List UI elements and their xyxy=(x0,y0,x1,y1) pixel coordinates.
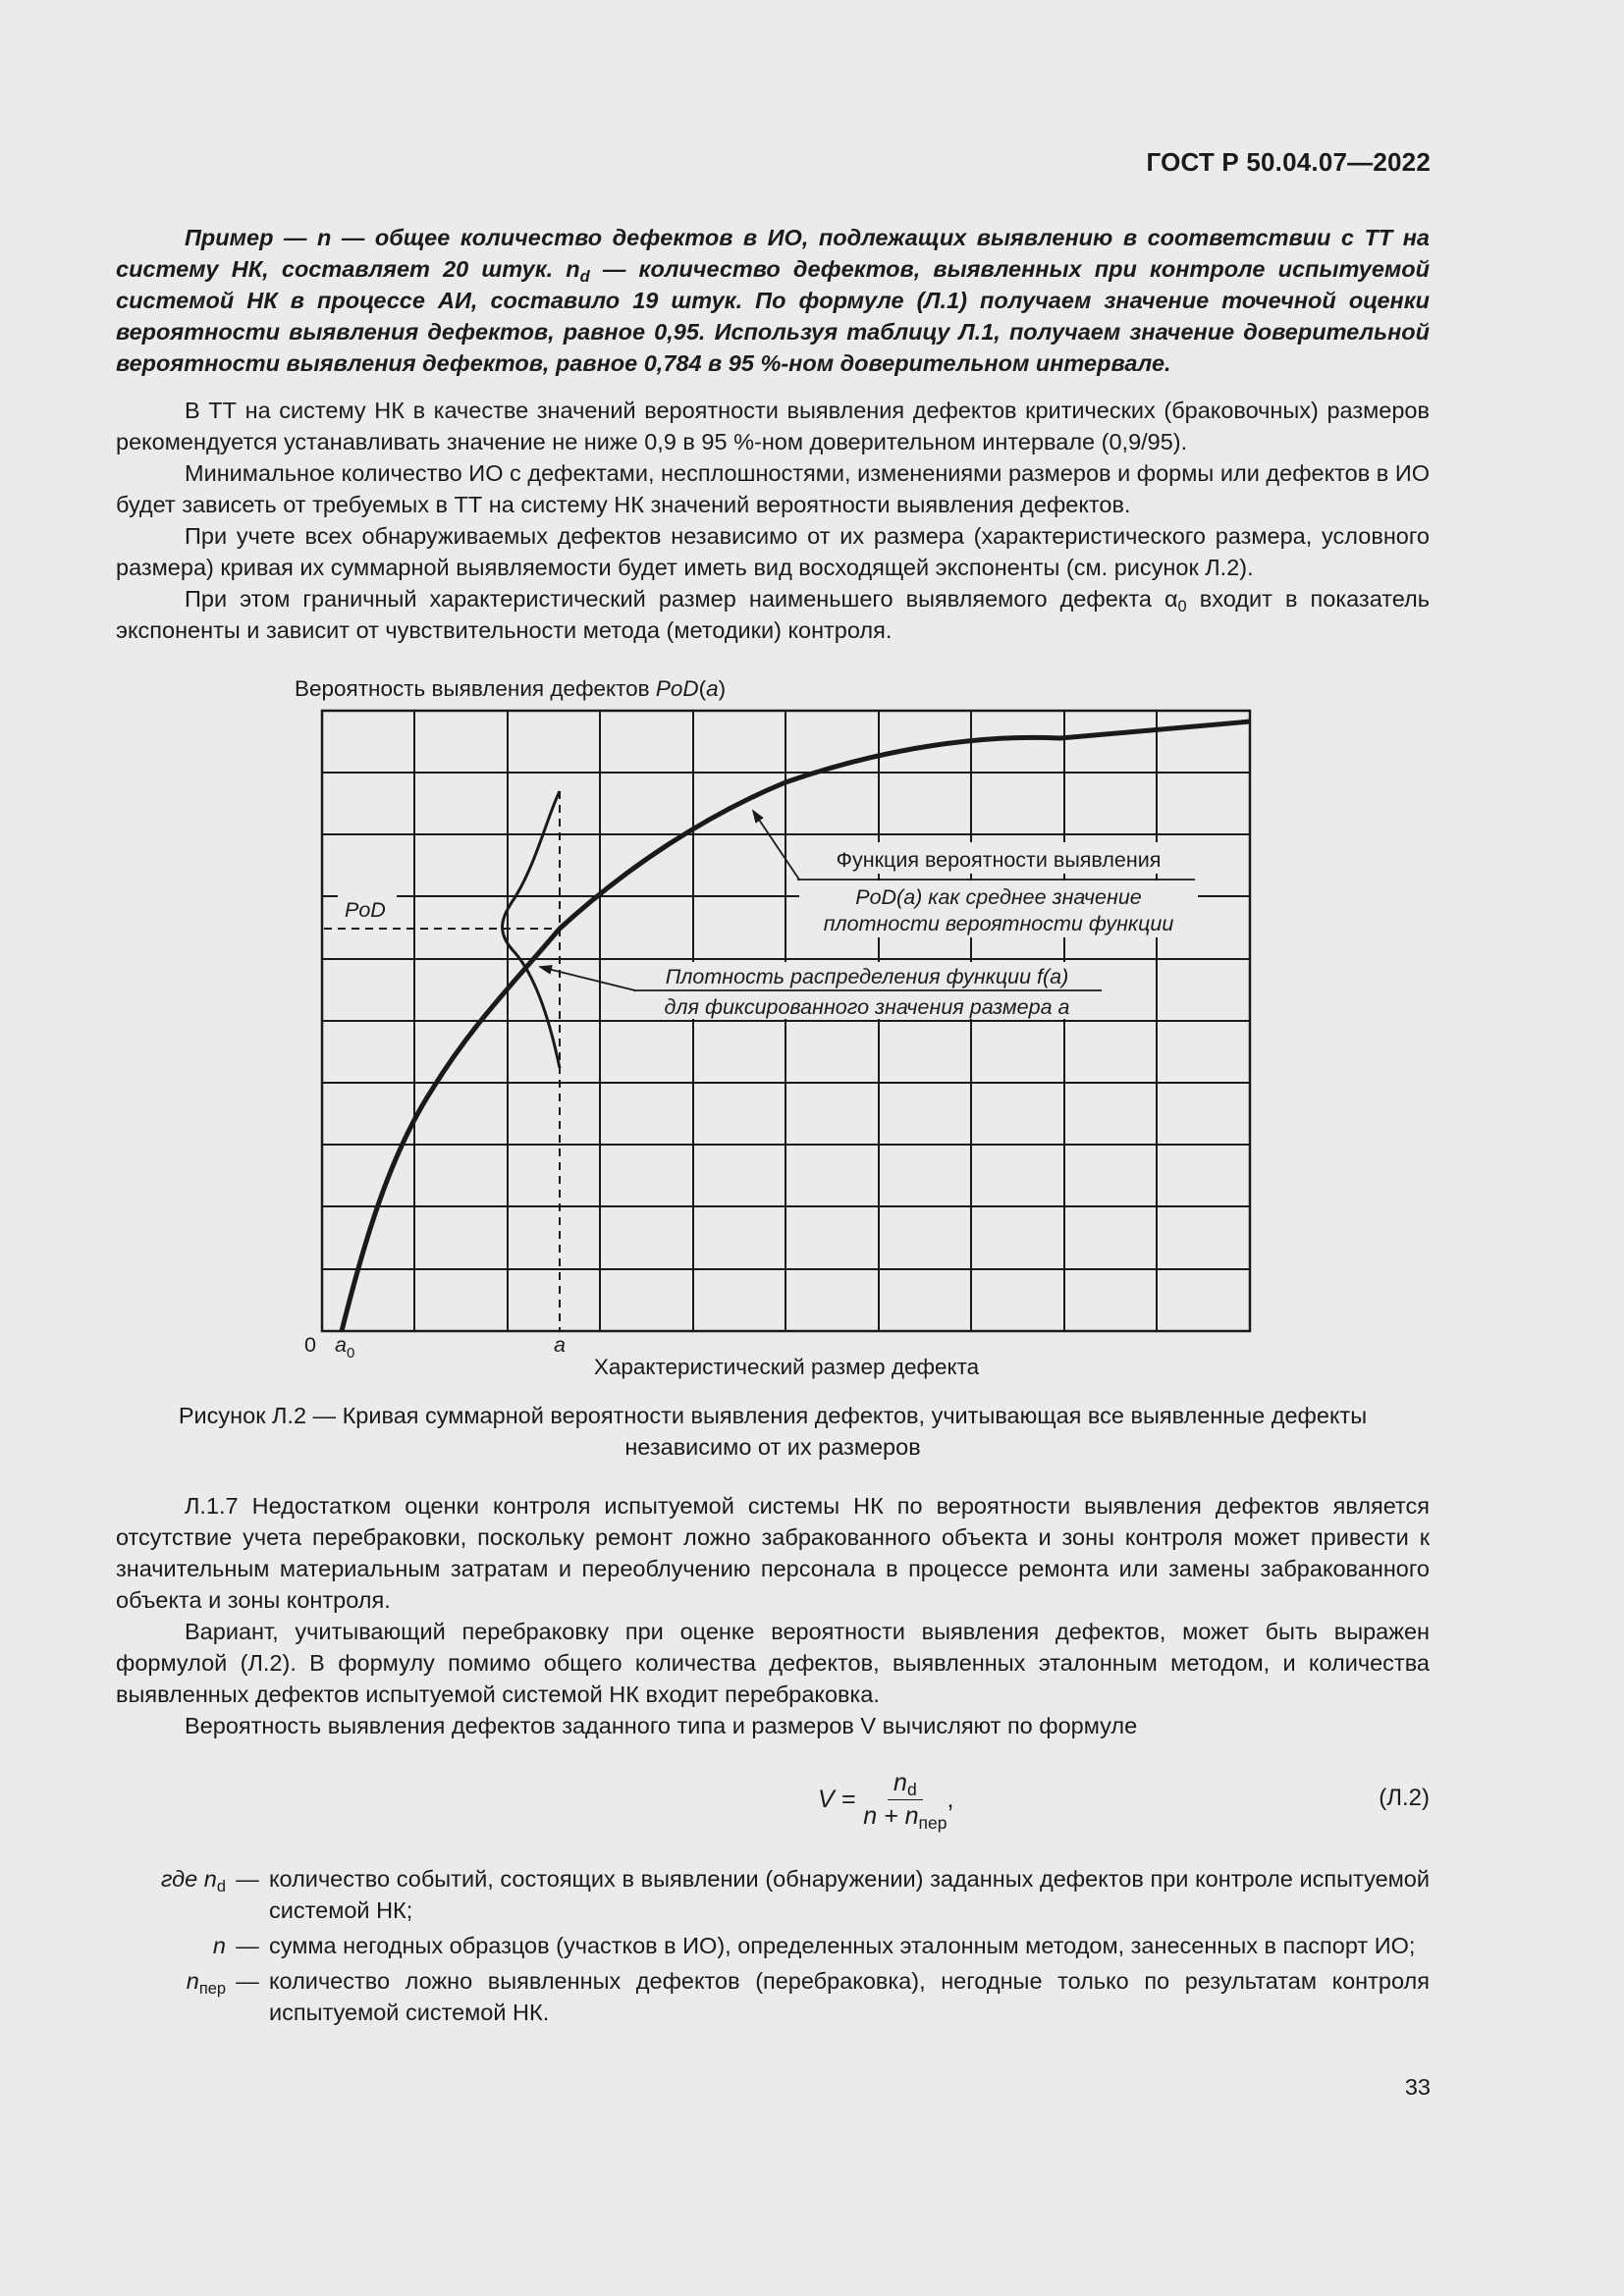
example-text-rest: — количество дефектов, выявленных при контроле испытуемой системой НК в процессе АИ, составило 19 штук. По формуле (Л.1) получаем значение точечной оценки вероятности выявления дефектов, равное 0,95. Используя таблицу Л.1, получаем значение доверительной вероятности выявления дефектов, равное 0,784 в 95 %-ном доверительном интервале. xyxy=(116,256,1430,376)
figure-caption-line2: независимо от их размеров xyxy=(624,1434,921,1460)
paragraph-l17: Л.1.7 Недостатком оценки контроля испытуемой системы НК по вероятности выявления дефектов является отсутствие учета перебраковки, поскольку ремонт ложно забракованного объекта и зоны контроля может привести к значительным материальным затратам и переоблучению персонала в процессе ремонта или замены забракованного объекта и зоны контроля. xyxy=(116,1493,1430,1613)
formula-block xyxy=(116,1765,1430,1834)
annotation-density-line2: для фиксированного значения размера a xyxy=(664,995,1070,1019)
annotation-density-arrow xyxy=(540,967,635,990)
formula-denominator: $n + n_{пер}$ xyxy=(863,1801,947,1833)
paragraph-4-b: входит в показатель экспоненты и зависит от чувствительности метода (методики) контроля. xyxy=(116,586,1430,643)
example-subscript: d xyxy=(579,268,590,286)
document-header: ГОСТ Р 50.04.07—2022 xyxy=(1146,147,1431,177)
y-axis-label: Вероятность выявления дефектов PoD(a) xyxy=(295,676,727,701)
definition-text: количество событий, состоящих в выявлении (обнаружении) заданных дефектов при контроле испытуемой системой НК; xyxy=(269,1866,1430,1923)
paragraph-variant: Вариант, учитывающий перебраковку при оценке вероятности выявления дефектов, может быть выражен формулой (Л.2). В формулу помимо общего количества дефектов, выявленных эталонным методом, и количества выявленных дефектов испытуемой системой НК входит перебраковка. xyxy=(116,1619,1430,1707)
formula-l2 xyxy=(818,1765,953,1834)
pod-curve xyxy=(342,721,1250,1331)
a-label: a xyxy=(554,1333,566,1357)
example-text: Пример — n — общее количество дефектов в ИО, подлежащих выявлению в соответствии с ТТ на систему НК, составляет 20 штук. n xyxy=(116,225,1430,282)
paragraph-4-a: При этом граничный характеристический размер наименьшего выявляемого дефекта α xyxy=(185,586,1178,612)
definitions-list xyxy=(116,1863,1430,2032)
page-number: 33 xyxy=(1404,2074,1431,2100)
definition-text: количество ложно выявленных дефектов (перебраковка), негодные только по результатам контроля испытуемой системой НК. xyxy=(269,1968,1430,2025)
definition-row xyxy=(116,1965,1430,2028)
equation-number: (Л.2) xyxy=(1379,1785,1430,1811)
alpha-subscript: 0 xyxy=(1177,598,1187,615)
after-figure-paragraphs xyxy=(116,1490,1430,1741)
formula-lhs: V = xyxy=(818,1785,856,1813)
figure-caption-line1: Рисунок Л.2 — Кривая суммарной вероятности выявления дефектов, учитывающая все выявленные дефекты xyxy=(178,1403,1368,1428)
annotation-pod-line3: плотности вероятности функции xyxy=(823,912,1174,935)
definition-row xyxy=(116,1863,1430,1926)
annotation-density-line1: Плотность распределения функции f(a) xyxy=(665,965,1069,988)
a0-label: $a_0$ xyxy=(335,1333,355,1362)
annotation-pod-line2: PoD(a) как среднее значение xyxy=(855,885,1142,909)
formula-comma: , xyxy=(947,1785,954,1813)
formula-numerator: $n_d$ xyxy=(888,1769,923,1800)
formula-fraction xyxy=(863,1769,947,1831)
definition-term: n xyxy=(212,1933,226,1958)
paragraph-2: Минимальное количество ИО с дефектами, несплошностями, изменениями размеров и формы или дефектов в ИО будет зависеть от требуемых в ТТ на систему НК значений вероятности выявления дефектов. xyxy=(116,460,1430,517)
paragraph-1: В ТТ на систему НК в качестве значений вероятности выявления дефектов критических (браковочных) размеров рекомендуется устанавливать значение не ниже 0,9 в 95 %-ном доверительном интервале (0,9/95). xyxy=(116,398,1430,454)
origin-label: 0 xyxy=(304,1333,316,1357)
definition-term: $n_{пер}$ xyxy=(186,1968,226,1998)
annotation-pod-arrow xyxy=(753,811,799,880)
figure-caption xyxy=(116,1400,1430,1463)
definition-dash: — xyxy=(236,1933,259,1958)
definition-dash: — xyxy=(236,1968,259,1994)
x-axis-label: Характеристический размер дефекта xyxy=(593,1355,980,1379)
definition-dash: — xyxy=(236,1866,259,1892)
paragraph-3: При учете всех обнаруживаемых дефектов независимо от их размера (характеристического размера, условного размера) кривая их суммарной выявляемости будет иметь вид восходящей экспоненты (см. рисунок Л.2). xyxy=(116,523,1430,580)
pod-tick-label: PoD xyxy=(345,898,386,922)
definition-term: где $n_d$ xyxy=(160,1866,226,1896)
paragraph-formula-intro: Вероятность выявления дефектов заданного типа и размеров V вычисляют по формуле xyxy=(185,1713,1138,1738)
definition-text: сумма негодных образцов (участков в ИО), определенных эталонным методом, занесенных в паспорт ИО; xyxy=(269,1933,1416,1958)
definition-row xyxy=(116,1930,1430,1961)
annotation-pod-line1: Функция вероятности выявления xyxy=(836,848,1162,872)
